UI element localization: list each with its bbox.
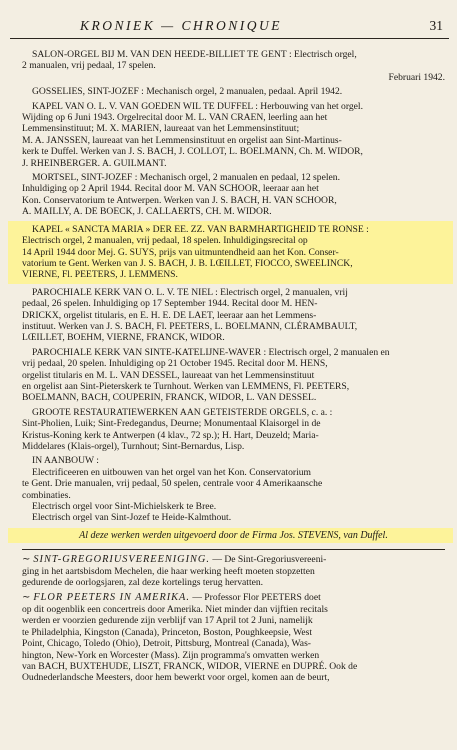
entry-gosselies — [22, 86, 445, 97]
section-title: SINT-GREGORIUSVEREENIGING. — [33, 554, 210, 566]
text-line: GOSSELIES, SINT-JOZEF : Mechanisch orgel, 2 manualen, pedaal. April 1942. — [32, 86, 343, 98]
text-line: 14 April 1944 door Mej. G. SUYS, prijs van uitmuntendheid aan het Kon. Conser- — [22, 246, 339, 258]
text-line: A. MAILLY, A. DE BOECK, J. CALLAERTS, CH. M. WIDOR. — [22, 206, 272, 218]
text-line: — Professor Flor PEETERS doet — [192, 592, 321, 604]
text-line: te Gent. Drie manualen, vrij pedaal, 50 spelen, centrale voor 4 Amerikaansche — [22, 478, 323, 490]
text-line: DRICKX, orgelist titularis, en E. H. E. DE LAET, leeraar aan het Lemmens- — [22, 309, 317, 321]
entry-kapel-ronse-highlighted — [8, 221, 453, 284]
text-line: J. RHEINBERGER. A. GUILMANT. — [22, 157, 167, 169]
text-line: KAPEL « SANCTA MARIA » DER EE. ZZ. VAN BARMHARTIGHEID TE RONSE : — [32, 223, 369, 235]
text-line: KAPEL VAN O. L. V. VAN GOEDEN WIL TE DUFFEL : Herbouwing van het orgel. — [32, 100, 363, 112]
text-line: Electrisch orgel, 2 manualen, vrij pedaal, 18 spelen. Inhuldigingsrecital op — [22, 235, 308, 247]
text-line: Electrisch orgel van Sint-Jozef te Heide-Kalmthout. — [32, 512, 232, 524]
tilde-ornament-icon: ∼ — [22, 554, 30, 566]
article-body — [22, 49, 445, 688]
text-line: op dit oogenblik een concertreis door Amerika. Niet minder dan vijftien recitals — [22, 603, 328, 615]
text-line: PAROCHIALE KERK VAN O. L. V. TE NIEL : Electrisch orgel, 2 manualen, vrij — [32, 286, 348, 298]
text-line: VIERNE, Fl. PEETERS, J. LEMMENS. — [22, 269, 178, 281]
entry-sinte-katelijne-waver — [22, 347, 445, 404]
section-sint-gregorius — [22, 554, 445, 588]
text-line: vrij pedaal, 20 spelen. Inhuldiging op 21 October 1945. Recital door M. HENS, — [22, 358, 328, 370]
header-title: KRONIEK — CHRONIQUE — [80, 18, 282, 33]
text-line: — De Sint-Gregoriusvereeni- — [212, 554, 327, 566]
text-line: kerk te Duffel. Werken van J. S. BACH, J. COLLOT, L. BOELMANN, Ch. M. WIDOR, — [22, 146, 363, 158]
entry-mortsel — [22, 172, 445, 218]
text-line: Februari 1942. — [388, 71, 445, 83]
page-number: 31 — [429, 18, 443, 33]
text-line: Wijding op 6 Juni 1943. Orgelrecital door M. L. VAN CRAEN, leerling aan het — [22, 112, 328, 124]
entry-in-aanbouw — [22, 455, 445, 523]
text-line: vatorium te Gent. Werken van J. S. BACH, J. B. LŒILLET, FIOCCO, SWEELINCK, — [22, 257, 353, 269]
text-line: orgelist titularis en M. L. VAN DESSEL, laureaat van het Lemmensinstituut — [22, 369, 315, 381]
text-line: Kon. Conservatorium te Antwerpen. Werken van J. S. BACH, H. VAN SCHOOR, — [22, 194, 337, 206]
text-line: PAROCHIALE KERK VAN SINTE-KATELIJNE-WAVER : Electrisch orgel, 2 manualen en — [32, 346, 390, 358]
text-line: combinaties. — [22, 489, 71, 501]
entry-restauratiewerken — [22, 407, 445, 453]
text-line: Electrificeeren en uitbouwen van het orgel van het Kon. Conservatorium — [32, 466, 312, 478]
text-line: werden er voorzien gedurende zijn verblijf van 17 April tot 2 Juni, namelijk — [22, 615, 313, 627]
text-line: Oudnederlandsche Meesters, door hem bewerkt voor orgel, komen aan de beurt, — [22, 672, 330, 684]
text-line: Lemmensinstituut; M. X. MARIEN, laureaat van het Lemmensinstituut; — [22, 123, 300, 135]
text-line: Sint-Pholien, Luik; Sint-Fredegandus, Deurne; Monumentaal Klaisorgel in de — [22, 418, 321, 430]
text-line: SALON-ORGEL BIJ M. VAN DEN HEEDE-BILLIET TE GENT : Electrisch orgel, — [32, 49, 357, 60]
section-title: FLOR PEETERS IN AMERIKA. — [33, 592, 190, 604]
text-line: GROOTE RESTAURATIEWERKEN AAN GETEISTERDE ORGELS, c. a. : — [32, 406, 333, 418]
text-line: Middelares (Klais-orgel), Turnhout; Sint-Bernardus, Lisp. — [22, 441, 245, 452]
text-line: M. A. JANSSEN, laureaat van het Lemmensinstituut en orgelist aan Sint-Martinus- — [22, 134, 342, 146]
header-rule — [10, 38, 449, 39]
text-line: en orgelist aan Sint-Pieterskerk te Turnhout. Werken van LEMMENS, Fl. PEETERS, — [22, 380, 350, 392]
text-line: Electrisch orgel voor Sint-Michielskerk te Bree. — [32, 501, 217, 513]
text-line: LŒILLET, BOEHM, VIERNE, FRANCK, WIDOR. — [22, 332, 225, 344]
text-line: instituut. Werken van J. S. BACH, Fl. PEETERS, L. BOELMANN, CLÉRAMBAULT, — [22, 320, 358, 332]
text-line: Point, Chicago, Toledo (Ohio), Detroit, Pittsburg, Montreal (Canada), Was- — [22, 638, 311, 650]
entry-niel — [22, 287, 445, 344]
text-line: te Philadelphia, Kingston (Canada), Princeton, Boston, Poughkeepsie, West — [22, 626, 313, 638]
entry-kapel-duffel — [22, 101, 445, 169]
text-line: hington, New-York en Worcester (Mass). Zijn programma's omvatten werken — [22, 649, 320, 661]
text-line: gedurende de oorlogsjaren, zal deze kortelings terug hervatten. — [22, 577, 264, 589]
text-line: 2 manualen, vrij pedaal, 17 spelen. — [22, 60, 156, 72]
running-header — [10, 18, 447, 36]
text-line: Inhuldiging op 2 April 1944. Recital door M. VAN SCHOOR, leeraar aan het — [22, 183, 319, 195]
text-line: IN AANBOUW : — [32, 455, 99, 467]
text-line: BOELMANN, BACH, COUPERIN, FRANCK, WIDOR, L. VAN DESSEL. — [22, 392, 317, 404]
text-line: pedaal, 26 spelen. Inhuldiging op 17 September 1944. Recital door M. HEN- — [22, 298, 318, 310]
text-line: van BACH, BUXTEHUDE, LISZT, FRANCK, WIDOR, VIERNE en DUPRÉ. Ook de — [22, 660, 358, 672]
tilde-ornament-icon: ∼ — [22, 592, 30, 604]
text-line: ging in het aartsbisdom Mechelen, die haar werking heeft moeten stopzetten — [22, 565, 315, 577]
firm-credit-note: Al deze werken werden uitgevoerd door de Firma Jos. STEVENS, van Duffel. — [8, 528, 453, 543]
text-line: Kristus-Koning kerk te Antwerpen (4 klav., 72 sp.); H. Hart, Deuzeld; Maria- — [22, 429, 319, 441]
text-line: MORTSEL, SINT-JOZEF : Mechanisch orgel, 2 manualen en pedaal, 12 spelen. — [32, 172, 340, 184]
section-divider — [22, 549, 445, 550]
section-flor-peeters — [22, 592, 445, 683]
entry-salon-orgel — [22, 49, 445, 83]
